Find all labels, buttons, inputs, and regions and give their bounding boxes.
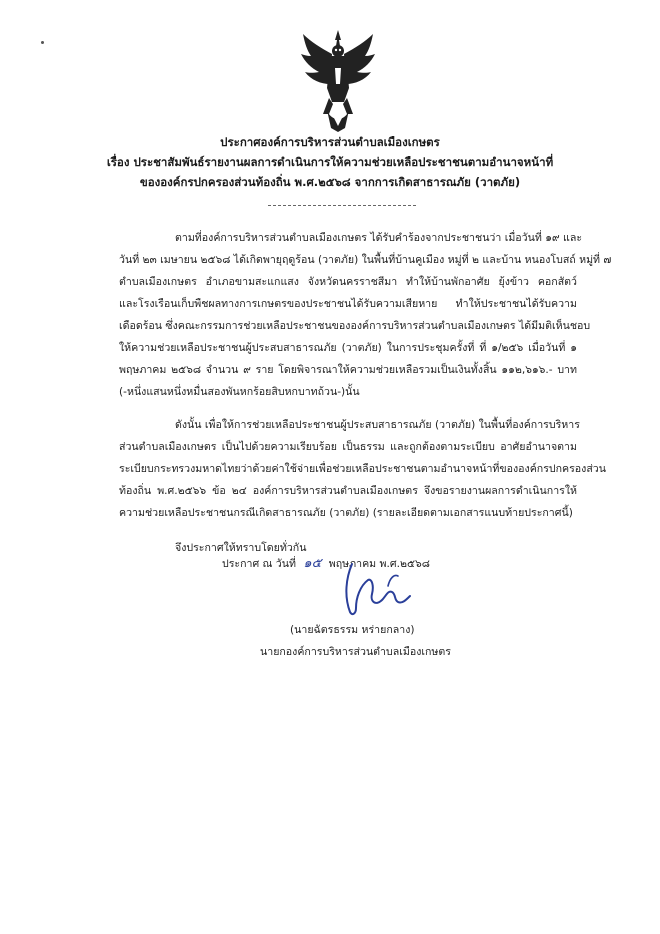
paragraph-line: ความช่วยเหลือประชาชนกรณีเกิดสาธารณภัย (วาตภัย) (รายละเอียดตามเอกสารแนบท้ายประกาศนี้) xyxy=(119,507,573,519)
subject-line-continued: ขององค์กรปกครองส่วนท้องถิ่น พ.ศ.๒๕๖๘ จากการเกิดสาธารณภัย (วาตภัย) xyxy=(139,175,521,189)
paragraph-line: ส่วนตำบลเมืองเกษตร เป็นไปด้วยความเรียบร้อย เป็นธรรม และถูกต้องตามระเบียบ อาศัยอำนาจตาม xyxy=(119,441,577,453)
date-prefix: ประกาศ ณ วันที่ xyxy=(222,558,296,570)
subject-line: เรื่อง ประชาสัมพันธ์รายงานผลการดำเนินการให้ความช่วยเหลือประชาชนตามอำนาจหน้าที่ xyxy=(106,155,554,169)
signature-scribble-icon xyxy=(338,556,418,626)
paragraph-line: วันที่ ๒๓ เมษายน ๒๕๖๘ ได้เกิดพายุฤดูร้อน (วาตภัย) ในพื้นที่บ้านคูเมือง หมู่ที่ ๒ และบ้าน หนองโบสถ์ หมู่ที่ ๗ xyxy=(119,254,612,266)
header-divider xyxy=(268,205,416,206)
paragraph-line: ให้ความช่วยเหลือประชาชนผู้ประสบสาธารณภัย (วาตภัย) ในการประชุมครั้งที่ ที่ ๑/๒๕๖ เมื่อวันที่ ๑ xyxy=(119,342,577,354)
paragraph-line: ท้องถิ่น พ.ศ.๒๕๖๖ ข้อ ๒๔ องค์การบริหารส่วนตำบลเมืองเกษตร จึงขอรายงานผลการดำเนินการให้ xyxy=(119,485,577,497)
announcement-title: ประกาศองค์การบริหารส่วนตำบลเมืองเกษตร xyxy=(220,135,440,149)
paragraph-line: เดือดร้อน ซึ่งคณะกรรมการช่วยเหลือประชาชนขององค์การบริหารส่วนตำบลเมืองเกษตร ได้มีมติเห็นชอบ xyxy=(119,320,591,332)
signer-title: นายกองค์การบริหารส่วนตำบลเมืองเกษตร xyxy=(260,646,451,658)
closing-statement: จึงประกาศให้ทราบโดยทั่วกัน xyxy=(175,542,307,554)
paragraph-line: ตำบลเมืองเกษตร อำเภอขามสะแกแสง จังหวัดนครราชสีมา ทำให้บ้านพักอาศัย ยุ้งข้าว คอกสัตว์ xyxy=(119,276,577,288)
handwritten-day: ๑๕ xyxy=(303,556,322,571)
paragraph-line: (-หนึ่งแสนหนึ่งหมื่นสองพันหกร้อยสิบหกบาทถ้วน-)นั้น xyxy=(119,386,360,398)
signer-name: (นายฉัตรธรรม หร่ายกลาง) xyxy=(290,624,415,636)
date-month-year: พฤษภาคม พ.ศ.๒๕๖๘ xyxy=(328,558,430,570)
paragraph-line: พฤษภาคม ๒๕๖๘ จำนวน ๙ ราย โดยพิจารณาให้ความช่วยเหลือรวมเป็นเงินทั้งสิ้น ๑๑๒,๖๑๖.- บาท xyxy=(119,364,577,376)
garuda-emblem-icon xyxy=(299,28,377,134)
paragraph-line: ดังนั้น เพื่อให้การช่วยเหลือประชาชนผู้ประสบสาธารณภัย (วาตภัย) ในพื้นที่องค์การบริหาร xyxy=(175,419,580,431)
scan-speck xyxy=(41,41,44,44)
paragraph-line: ตามที่องค์การบริหารส่วนตำบลเมืองเกษตร ได้รับคำร้องจากประชาชนว่า เมื่อวันที่ ๑๙ และ xyxy=(175,232,583,244)
paragraph-line: ระเบียบกระทรวงมหาดไทยว่าด้วยค่าใช้จ่ายเพื่อช่วยเหลือประชาชนตามอำนาจหน้าที่ขององค์กรปกครองส่วน xyxy=(119,463,606,475)
paragraph-line: และโรงเรือนเก็บพืชผลทางการเกษตรของประชาชนได้รับความเสียหาย ทำให้ประชาชนได้รับความ xyxy=(119,298,577,310)
